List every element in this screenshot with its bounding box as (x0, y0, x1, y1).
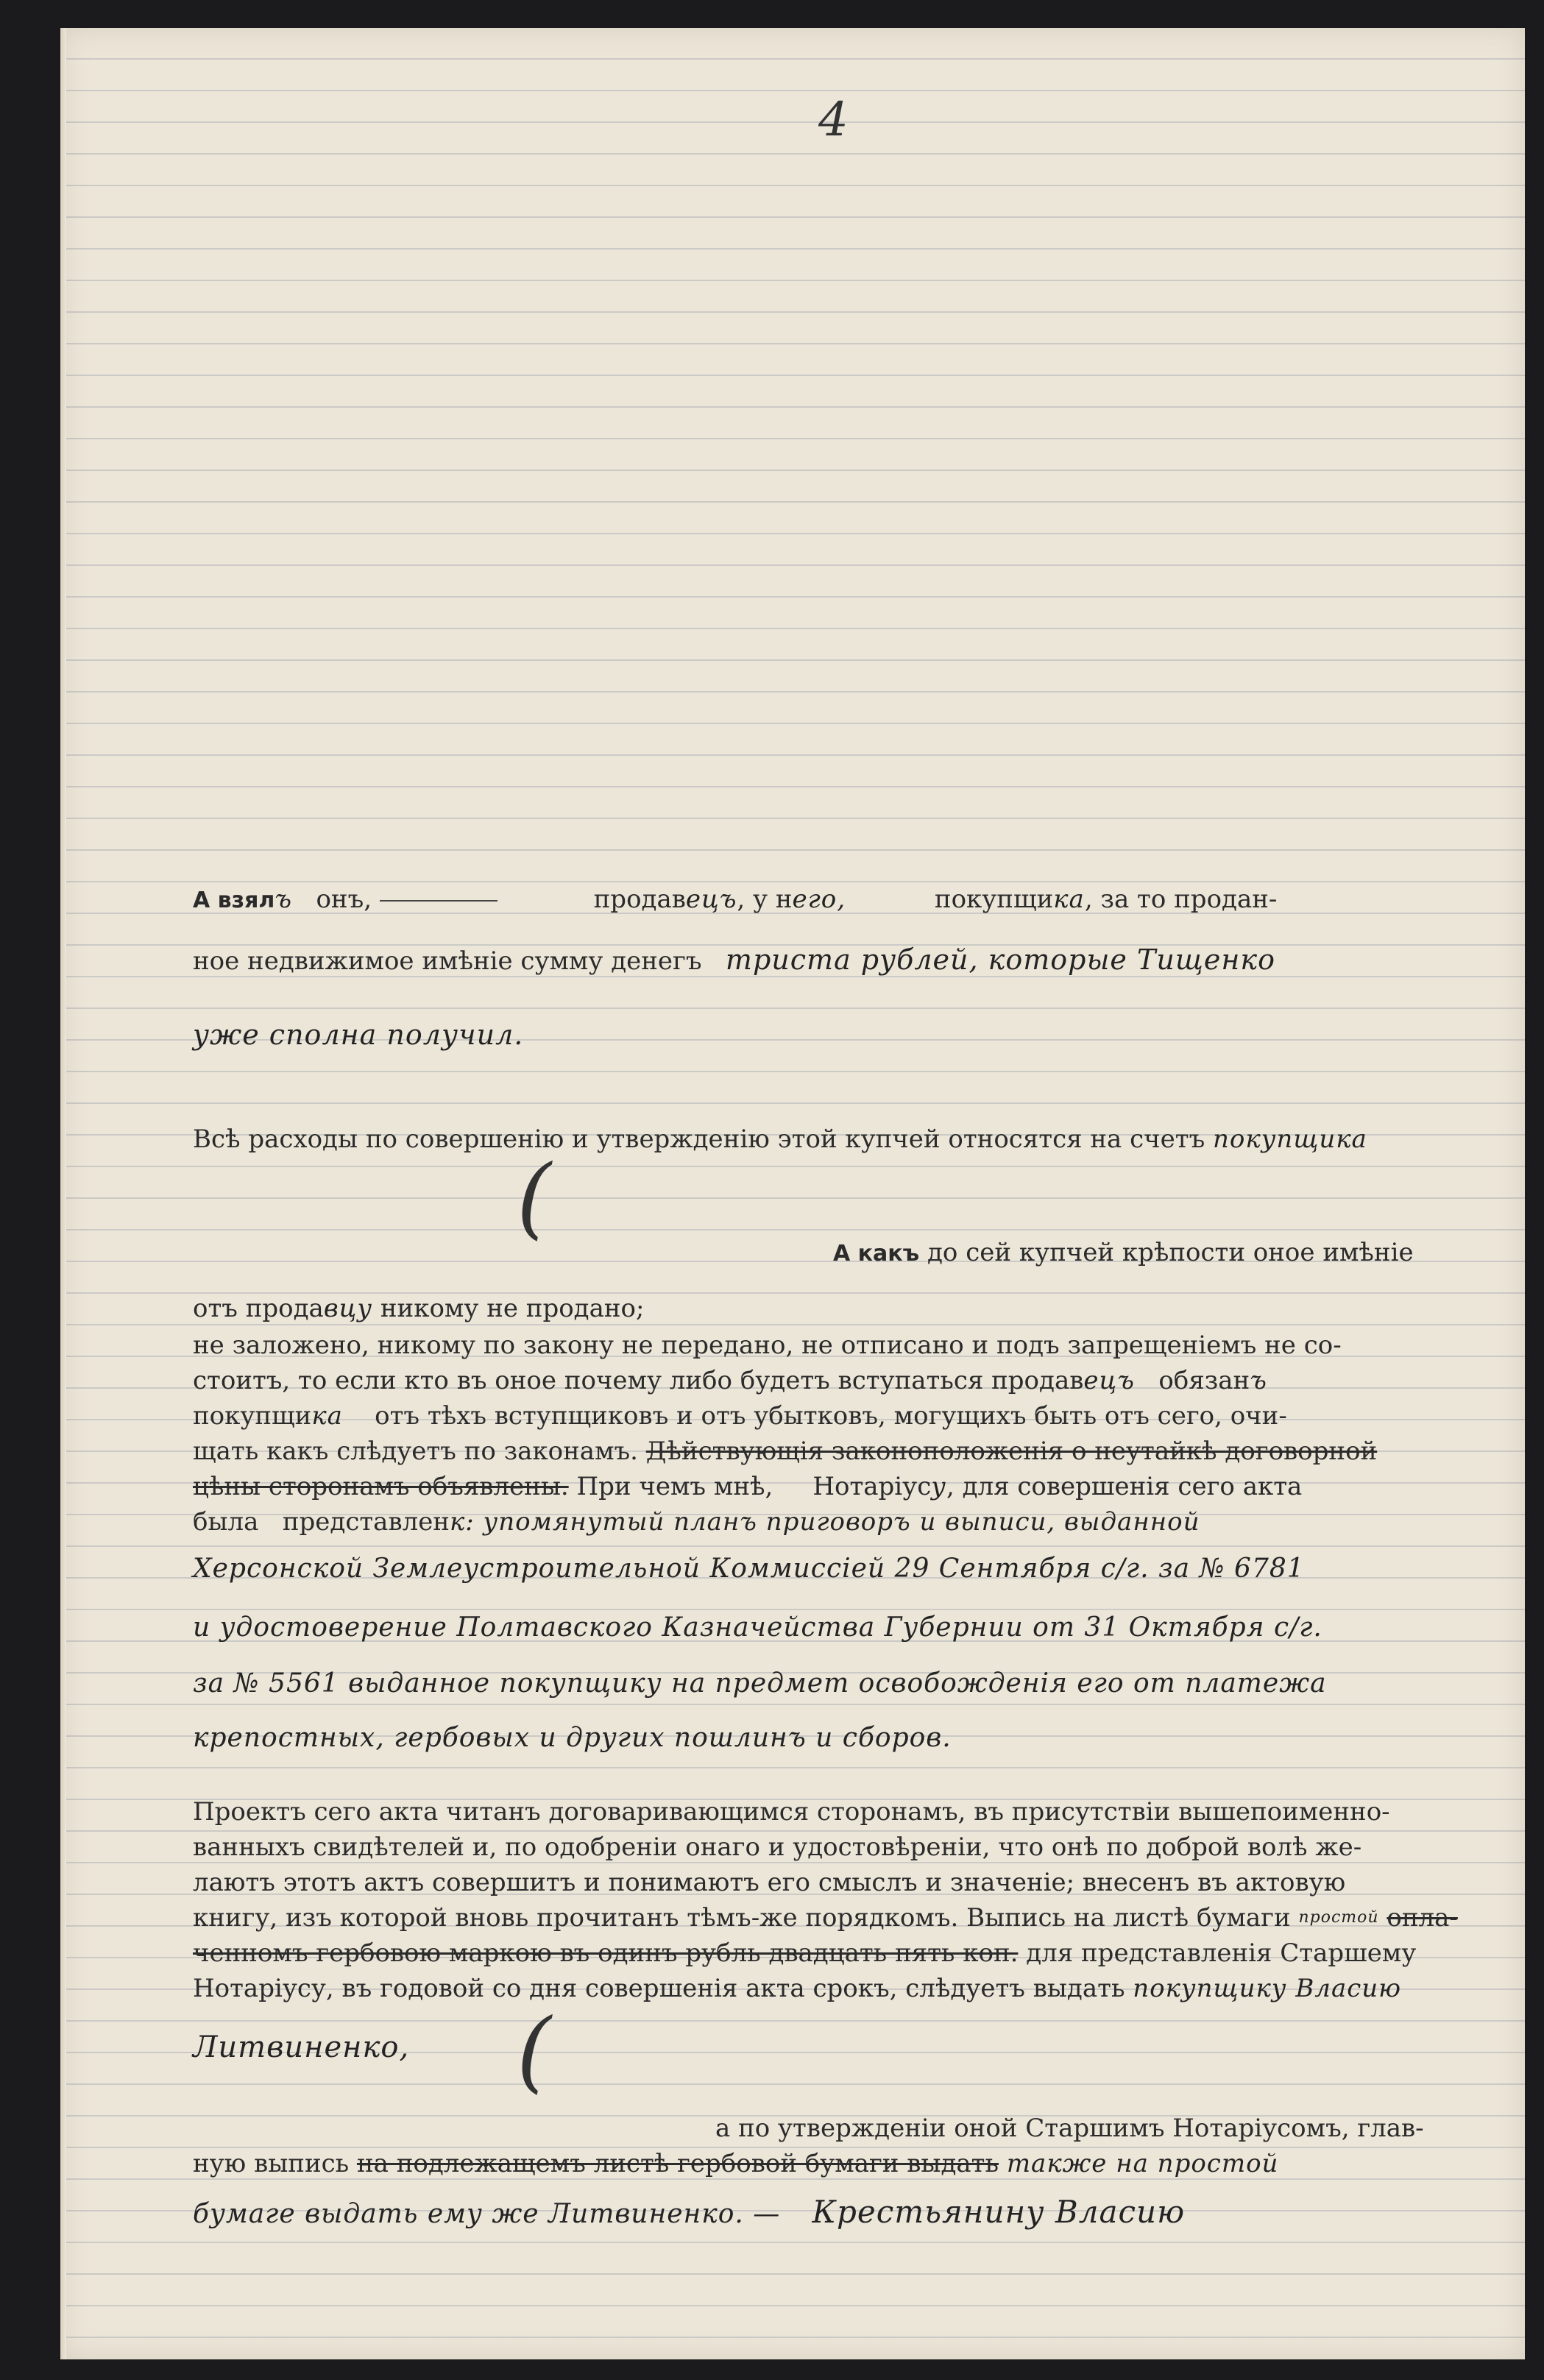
handwritten-text: за № 5561 выданное покупщику на предмет освобожденія его от платежа (193, 1668, 1327, 1699)
handwritten-bracket: ( (517, 1147, 551, 1249)
handwritten-text: триста рублей, которые Тищенко (725, 943, 1275, 976)
printed-text: никому не продано; (380, 1294, 645, 1323)
printed-text: При чемъ мнѣ, (576, 1472, 773, 1501)
struck-text: Дѣйствующія законоположенія о неутайкѣ договорной (645, 1437, 1378, 1466)
text-line (193, 1971, 1444, 2006)
printed-text: продав (593, 885, 686, 914)
handwritten-text: ецъ (685, 885, 737, 914)
text-line (193, 1434, 1444, 1469)
printed-text: Нотаріус (812, 1472, 932, 1501)
handwritten-text: к: упомянутый планъ приговоръ и выписи, выданной (449, 1507, 1200, 1537)
printed-text: для представленія Старшему (1026, 1938, 1417, 1968)
handwritten-text: ецъ (1083, 1366, 1135, 1395)
handwritten-text: также на простой (1006, 2149, 1279, 2178)
printed-text: обязан (1158, 1366, 1250, 1395)
handwritten-text: ка (1053, 885, 1085, 914)
text-line (193, 1666, 1444, 1701)
handwritten-text: бумаге выдать ему же Литвиненко. — (193, 2199, 781, 2229)
handwritten-text: уже сполна получил. (193, 1019, 524, 1051)
handwritten-text: покупщику Власию (1133, 1974, 1402, 2003)
printed-text: ванныхъ свидѣтелей и, по одобреніи онаго и удостовѣреніи, что онѣ по доброй волѣ же- (193, 1832, 1362, 1862)
struck-text: на подлежащемъ листѣ гербовой бумаги выдать (356, 2149, 999, 2178)
printed-text: онъ, (316, 885, 372, 914)
text-line (193, 1469, 1444, 1504)
printed-text: не заложено, никому по закону не передано, не отписано и подъ запрещеніемъ не со- (193, 1331, 1342, 1360)
struck-text: опла- (1387, 1903, 1458, 1933)
printed-text: Нотаріусу, въ годовой со дня совершенія акта срокъ, слѣдуетъ выдать (193, 1974, 1125, 2003)
text-line (193, 1610, 1444, 1646)
text-line (193, 1721, 1444, 1756)
handwritten-text: у (931, 1472, 946, 1501)
page-number: 4 (818, 93, 849, 147)
text-line (193, 1235, 1444, 1272)
handwritten-bracket: ( (517, 2000, 551, 2103)
handwritten-text: ка (311, 1401, 343, 1431)
printed-text: , у н (737, 885, 793, 914)
printed-text: , за то продан- (1084, 885, 1278, 914)
printed-text: покупщи (934, 885, 1054, 914)
printed-text: а по утвержденіи оной Старшимъ Нотаріусомъ, глав- (715, 2114, 1424, 2143)
handwritten-text: Литвиненко, (193, 2030, 410, 2064)
handwritten-dash (380, 900, 497, 902)
text-line (193, 2146, 1444, 2181)
printed-text: А взял (193, 888, 275, 913)
printed-text: Всѣ расходы по совершенію и утвержденію этой купчей относятся на счетъ (193, 1125, 1205, 1154)
handwritten-text: ъ (1250, 1366, 1267, 1395)
printed-text: ную выпись (193, 2149, 350, 2178)
struck-text: цѣны сторонамъ объявлены. (193, 1472, 569, 1501)
printed-text: А какъ (833, 1241, 920, 1267)
text-line (193, 2030, 1444, 2066)
text-line (193, 2195, 1444, 2232)
printed-text: отъ прода (193, 1294, 324, 1323)
handwritten-text: Крестьянину Власию (812, 2194, 1186, 2230)
printed-text: ное недвижимое имѣніе сумму денегъ (193, 946, 702, 976)
handwritten-text: покупщика (1213, 1125, 1367, 1154)
page-binding-edge (60, 28, 66, 2359)
printed-text: до сей купчей крѣпости оное имѣніе (927, 1238, 1414, 1267)
printed-text: стоитъ, то если кто въ оное почему либо будетъ вступаться продав (193, 1366, 1084, 1395)
printed-text: щать какъ слѣдуетъ по законамъ. (193, 1437, 638, 1466)
printed-text: была (193, 1507, 259, 1537)
handwritten-text: простой (1298, 1908, 1379, 1927)
text-line (193, 1935, 1444, 1971)
printed-text: покупщи (193, 1401, 312, 1431)
text-line (193, 1017, 1444, 1054)
printed-text: отъ тѣхъ вступщиковъ и отъ убытковъ, могущихъ быть отъ сего, очи- (375, 1401, 1287, 1431)
handwritten-text: Херсонской Землеустроительной Коммиссіей 29 Сентября с/г. за № 6781 (193, 1554, 1305, 1584)
text-line (193, 942, 1444, 979)
text-line (193, 1551, 1444, 1587)
handwritten-text: его, (792, 885, 846, 914)
text-line (193, 1363, 1444, 1398)
handwritten-text: вцу (323, 1294, 373, 1323)
printed-text: книгу, изъ которой вновь прочитанъ тѣмъ-же порядкомъ. Выпись на листѣ бумаги (193, 1903, 1291, 1933)
text-line (193, 1865, 1444, 1900)
text-line (193, 1398, 1444, 1434)
printed-text: лаютъ этотъ актъ совершитъ и понимаютъ его смыслъ и значеніе; внесенъ въ актовую (193, 1868, 1346, 1897)
text-line (193, 1504, 1444, 1540)
text-line (193, 1291, 1444, 1326)
handwritten-text: крепостных, гербовых и других пошлинъ и сборов. (193, 1723, 952, 1753)
document-page (60, 28, 1525, 2359)
text-line (193, 1122, 1444, 1157)
text-line (193, 882, 1444, 918)
text-line (193, 1328, 1444, 1363)
struck-text: ченномъ гербовою маркою въ одинъ рубль двадцать пять коп. (193, 1938, 1019, 1968)
printed-text: представлен (282, 1507, 450, 1537)
printed-text: , для совершенія сего акта (946, 1472, 1303, 1501)
text-line (193, 1900, 1458, 1935)
handwritten-text: и удостоверение Полтавского Казначейства Губернии от 31 Октября с/г. (193, 1612, 1322, 1643)
text-line (193, 1830, 1444, 1865)
handwritten-text: ъ (275, 885, 292, 914)
text-line (193, 2111, 1444, 2146)
text-line (193, 1794, 1444, 1830)
printed-text: Проектъ сего акта читанъ договаривающимся сторонамъ, въ присутствіи вышепоименно- (193, 1797, 1390, 1827)
